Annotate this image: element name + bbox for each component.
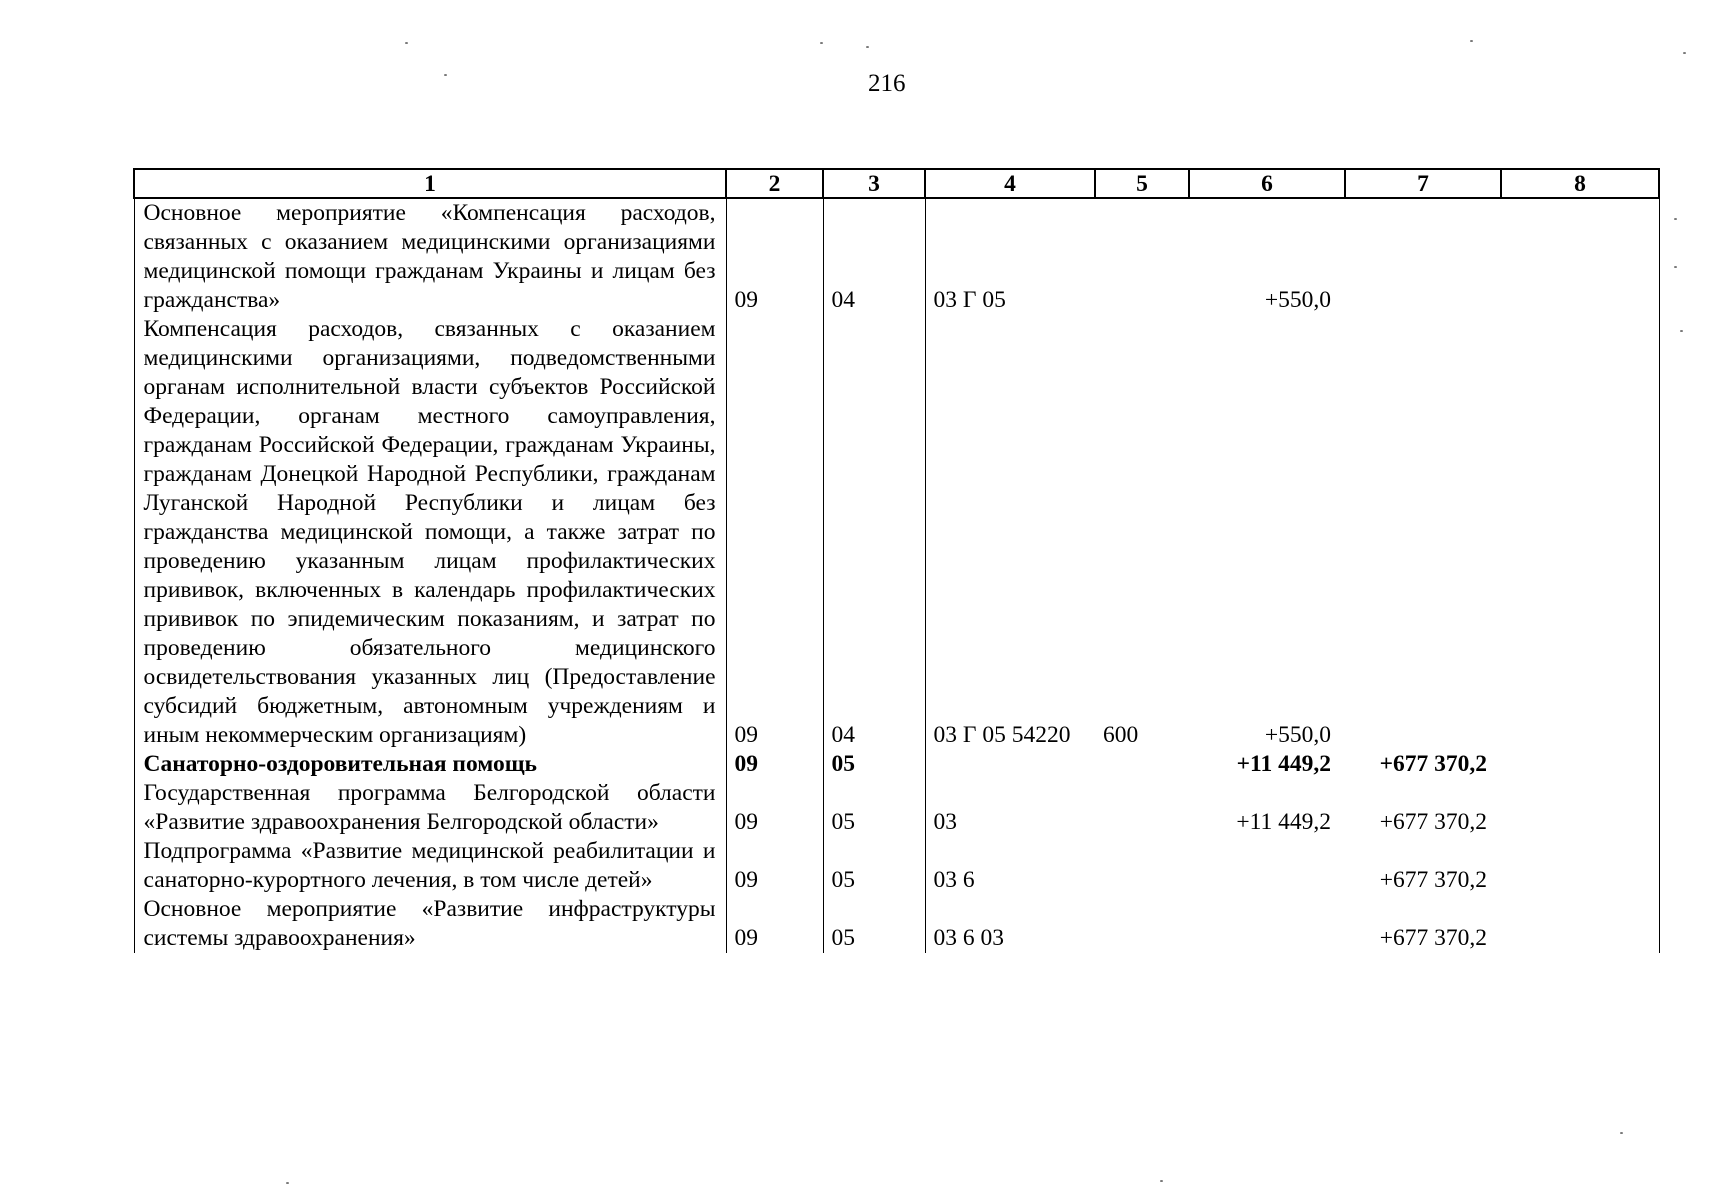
- table-row: [134, 895, 1659, 953]
- cell-amount-7: [1345, 198, 1501, 315]
- scan-speck: [405, 42, 408, 44]
- scan-speck: [1160, 1180, 1163, 1182]
- cell-target-article: 03 6: [925, 837, 1095, 895]
- column-header-3: 3: [823, 169, 925, 198]
- scan-speck: [866, 46, 869, 48]
- cell-amount-8: [1501, 750, 1659, 779]
- cell-amount-8: [1501, 315, 1659, 750]
- row-name: Государственная программа Белгородской области «Развитие здравоохранения Белгородской области»: [134, 779, 726, 837]
- cell-target-article: [925, 750, 1095, 779]
- cell-amount-7: +677 370,2: [1379, 751, 1487, 777]
- table-row: [134, 779, 1659, 837]
- cell-amount-6: [1189, 837, 1345, 895]
- page-number: 216: [868, 70, 906, 97]
- column-header-4: 4: [925, 169, 1095, 198]
- cell-section: 09: [726, 198, 823, 315]
- cell-subsection: 05: [823, 750, 925, 779]
- column-header-8: 8: [1501, 169, 1659, 198]
- table-row: [134, 315, 1659, 750]
- row-name: Компенсация расходов, связанных с оказанием медицинскими организациями, подведомственными органам исполнительной власти субъектов Российской Федерации, органам местного самоуправления, гражданам Российской Федерации, гражданам Украины, гражданам Донецкой Народной Республики, гражданам Луганской Народной Республики и лицам без гражданства медицинской помощи, а также затрат по проведению указанным лицам профилактических прививок, включенных в календарь профилактических прививок по эпидемическим показаниям, и затрат по проведению обязательного медицинского освидетельствования указанных лиц (Предоставление субсидий бюджетным, автономным учреждениям и иным некоммерческим организациям): [134, 315, 726, 750]
- cell-target-article: 03: [925, 779, 1095, 837]
- scan-speck: [1674, 266, 1677, 268]
- scan-speck: [820, 42, 823, 44]
- cell-expense-type: [1095, 198, 1189, 315]
- scan-speck: [1683, 52, 1686, 54]
- cell-target-article: 03 Г 05: [925, 198, 1095, 315]
- scan-speck: [1674, 218, 1677, 220]
- column-header-7: 7: [1345, 169, 1501, 198]
- cell-expense-type: [1095, 895, 1189, 953]
- cell-section: 09: [726, 837, 823, 895]
- cell-amount-7: [1345, 315, 1501, 750]
- cell-subsection: 05: [823, 837, 925, 895]
- cell-amount-7: +677 370,2: [1379, 867, 1487, 893]
- cell-section: 09: [726, 895, 823, 953]
- budget-table: [133, 168, 1660, 953]
- scan-speck: [1470, 40, 1473, 42]
- cell-expense-type: [1095, 750, 1189, 779]
- cell-section: 09: [726, 779, 823, 837]
- cell-target-article: 03 6 03: [925, 895, 1095, 953]
- cell-subsection: 05: [823, 779, 925, 837]
- cell-amount-7: +677 370,2: [1379, 925, 1487, 951]
- cell-section: 09: [726, 750, 823, 779]
- cell-amount-6: [1189, 895, 1345, 953]
- row-name: Основное мероприятие «Компенсация расходов, связанных с оказанием медицинскими организациями медицинской помощи гражданам Украины и лицам без гражданства»: [134, 198, 726, 315]
- scan-speck: [286, 1182, 289, 1184]
- cell-target-article: 03 Г 05 54220: [925, 315, 1095, 750]
- cell-subsection: 04: [823, 198, 925, 315]
- cell-amount-8: [1501, 198, 1659, 315]
- column-header-6: 6: [1189, 169, 1345, 198]
- cell-amount-6: +11 449,2: [1236, 751, 1331, 777]
- cell-amount-8: [1501, 837, 1659, 895]
- cell-expense-type: [1095, 837, 1189, 895]
- table-row: [134, 837, 1659, 895]
- cell-subsection: 05: [823, 895, 925, 953]
- cell-section: 09: [726, 315, 823, 750]
- cell-amount-8: [1501, 779, 1659, 837]
- cell-subsection: 04: [823, 315, 925, 750]
- cell-amount-6: +11 449,2: [1236, 809, 1331, 835]
- table-row: [134, 750, 1659, 779]
- cell-amount-6: +550,0: [1264, 287, 1331, 313]
- row-name: Подпрограмма «Развитие медицинской реабилитации и санаторно-курортного лечения, в том числе детей»: [134, 837, 726, 895]
- scan-speck: [444, 74, 447, 76]
- column-header-2: 2: [726, 169, 823, 198]
- cell-amount-6: +550,0: [1264, 722, 1331, 748]
- column-header-1: 1: [134, 169, 726, 198]
- row-name: Основное мероприятие «Развитие инфраструктуры системы здравоохранения»: [134, 895, 726, 953]
- scan-speck: [1620, 1132, 1623, 1134]
- cell-expense-type: [1095, 779, 1189, 837]
- table-row: [134, 198, 1659, 315]
- cell-expense-type: 600: [1103, 722, 1139, 748]
- row-name: Санаторно-оздоровительная помощь: [134, 750, 726, 779]
- cell-amount-7: +677 370,2: [1379, 809, 1487, 835]
- cell-amount-8: [1501, 895, 1659, 953]
- scan-speck: [1680, 330, 1683, 332]
- column-header-5: 5: [1095, 169, 1189, 198]
- table-header-row: [134, 169, 1659, 198]
